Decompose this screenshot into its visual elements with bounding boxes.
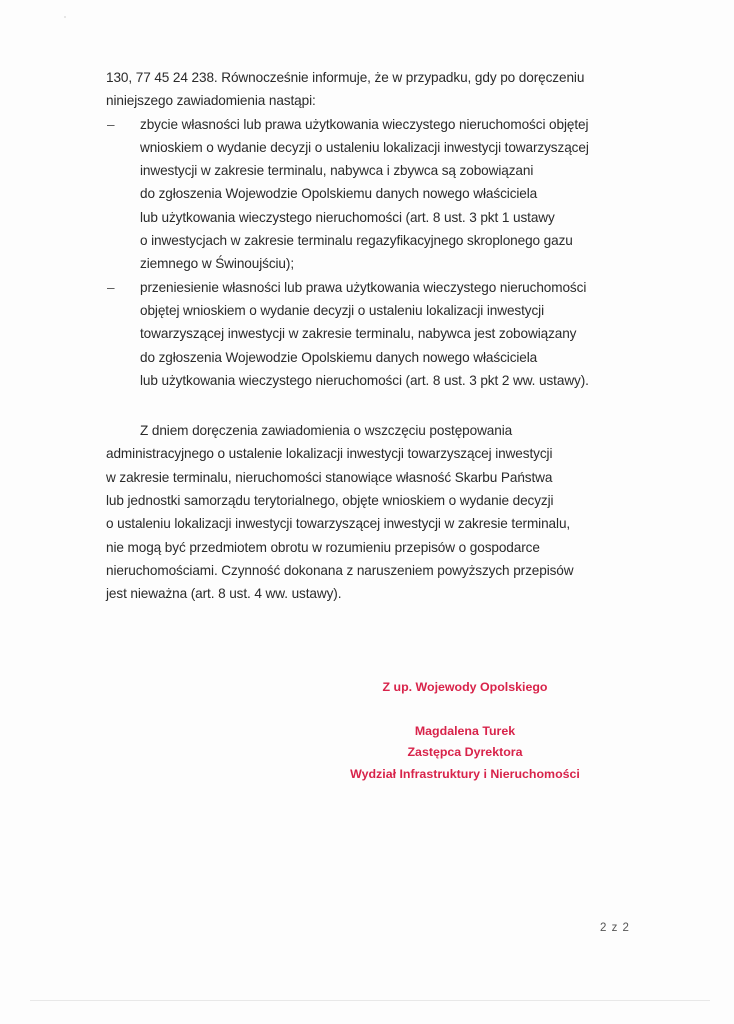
- intro-line-1: 130, 77 45 24 238. Równocześnie informuje, że w przypadku, gdy po doręczeniu: [106, 70, 585, 85]
- signature-authority: Z up. Wojewody Opolskiego: [382, 680, 548, 694]
- signature-gap: [330, 699, 600, 721]
- bullet-item-2: [106, 276, 626, 392]
- scan-edge-line: [30, 1000, 710, 1001]
- bullet-1-line-5: lub użytkowania wieczystego nieruchomości (art. 8 ust. 3 pkt 1 ustawy: [140, 209, 555, 225]
- bullet-2-line-3: towarzyszącej inwestycji w zakresie terminalu, nabywca jest zobowiązany: [140, 326, 577, 342]
- paragraph-line-2: administracyjnego o ustalenie lokalizacji inwestycji towarzyszącej inwestycji: [106, 446, 553, 462]
- bullet-1-line-4: do zgłoszenia Wojewodzie Opolskiemu danych nowego właściciela: [140, 186, 538, 202]
- bullet-2-line-2: objętej wnioskiem o wydanie decyzji o ustaleniu lokalizacji inwestycji: [140, 302, 545, 318]
- bullet-dash: –: [107, 116, 115, 132]
- signature-block: [330, 677, 600, 785]
- bullet-1-line-1: zbycie własności lub prawa użytkowania wieczystego nieruchomości objętej: [140, 116, 589, 132]
- paragraph-line-4: lub jednostki samorządu terytorialnego, objęte wnioskiem o wydanie decyzji: [106, 493, 554, 509]
- signature-department: Wydział Infrastruktury i Nieruchomości: [350, 766, 580, 781]
- bullet-2-line-5: lub użytkowania wieczystego nieruchomości (art. 8 ust. 3 pkt 2 ww. ustawy).: [140, 372, 589, 388]
- bullet-1-line-6: o inwestycjach w zakresie terminalu regazyfikacyjnego skroplonego gazu: [140, 233, 573, 249]
- bullet-2-line-4: do zgłoszenia Wojewodzie Opolskiemu danych nowego właściciela: [140, 349, 538, 365]
- scan-speck: [64, 16, 66, 18]
- body-text: [106, 66, 626, 606]
- signature-position: Zastępca Dyrektora: [407, 745, 523, 759]
- bullet-item-1: [106, 113, 626, 276]
- bullet-1-line-7: ziemnego w Świnoujściu);: [140, 256, 294, 272]
- bullet-1-line-2: wnioskiem o wydanie decyzji o ustaleniu lokalizacji inwestycji towarzyszącej: [140, 139, 589, 155]
- paragraph-line-5: o ustaleniu lokalizacji inwestycji towarzyszącej inwestycji w zakresie terminalu,: [106, 516, 571, 532]
- intro-line-2: niniejszego zawiadomienia nastąpi:: [106, 93, 316, 109]
- bullet-1-line-3: inwestycji w zakresie terminalu, nabywca i zbywca są zobowiązani: [140, 163, 534, 179]
- signature-name: Magdalena Turek: [414, 723, 516, 738]
- bullet-dash: –: [107, 279, 115, 295]
- paragraph-line-8: jest nieważna (art. 8 ust. 4 ww. ustawy).: [106, 586, 342, 602]
- paragraph-line-6: nie mogą być przedmiotem obrotu w rozumieniu przepisów o gospodarce: [106, 539, 540, 555]
- bullet-2-line-1: przeniesienie własności lub prawa użytkowania wieczystego nieruchomości: [140, 279, 587, 295]
- paragraph-line-7: nieruchomościami. Czynność dokonana z naruszeniem powyższych przepisów: [106, 562, 574, 578]
- page-number: 2 z 2: [600, 922, 630, 934]
- paragraph-gap: [106, 392, 626, 419]
- paragraph-line-1: Z dniem doręczenia zawiadomienia o wszczęciu postępowania: [140, 423, 513, 439]
- paragraph-line-3: w zakresie terminalu, nieruchomości stanowiące własność Skarbu Państwa: [106, 469, 553, 485]
